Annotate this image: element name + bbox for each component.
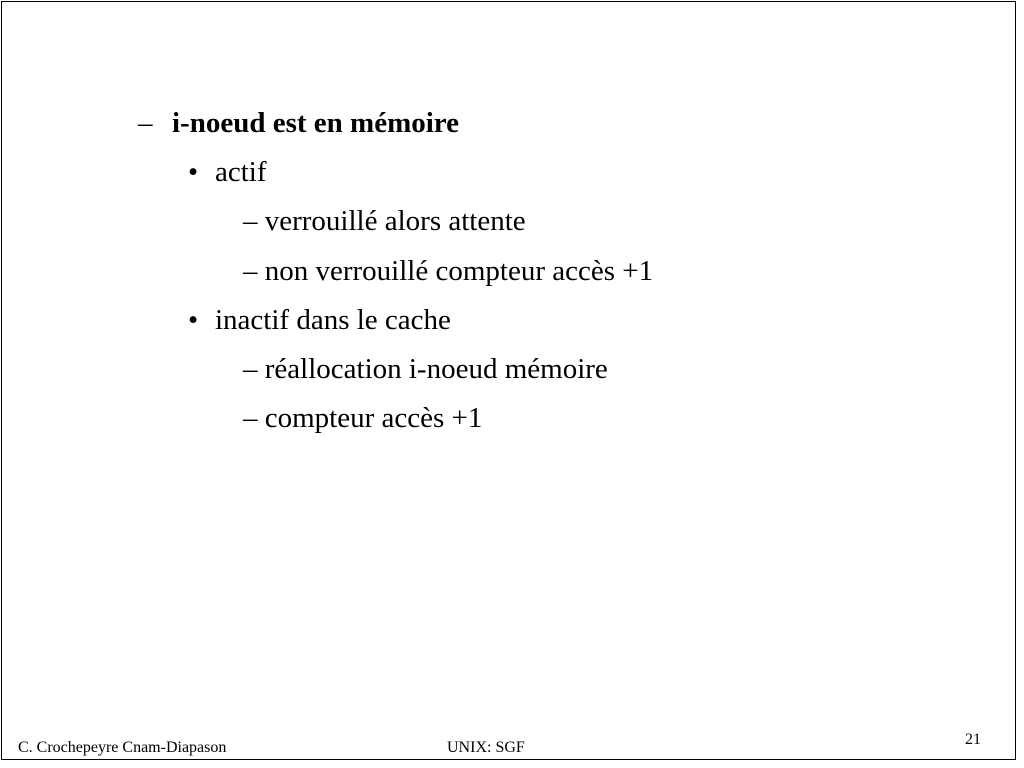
footer-title: UNIX: SGF (447, 739, 525, 756)
bullet-marker: • (188, 304, 199, 336)
footer-author: C. Crochepeyre Cnam-Diapason (18, 739, 227, 756)
sub-item: – non verrouillé compteur accès +1 (243, 255, 654, 287)
dash-marker: – (138, 107, 153, 139)
bullet-text: inactif dans le cache (215, 304, 451, 336)
bullet-item-inactif (188, 303, 451, 337)
sub-item: – réallocation i-noeud mémoire (243, 353, 608, 385)
heading-item (138, 106, 459, 140)
slide (1, 1, 1016, 760)
bullet-marker: • (188, 156, 199, 188)
bullet-text: actif (215, 156, 267, 188)
heading-text: i-noeud est en mémoire (172, 107, 459, 139)
page-number: 21 (965, 731, 981, 748)
bullet-item-actif (188, 155, 267, 189)
sub-item: – verrouillé alors attente (243, 205, 526, 237)
sub-item: – compteur accès +1 (243, 402, 483, 434)
